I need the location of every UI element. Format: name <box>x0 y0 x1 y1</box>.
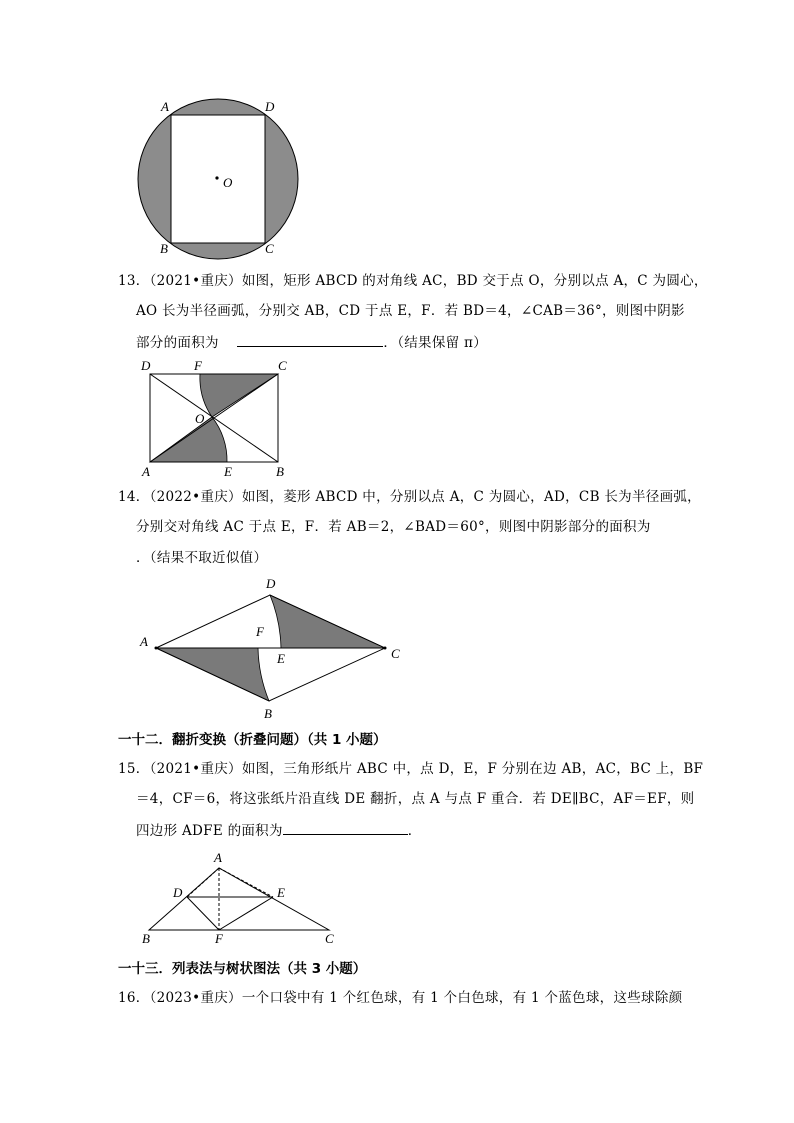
q14-line1: 14．（2022•重庆）如图，菱形 ABCD 中，分别以点 A，C 为圆心，AD，CB 长为半径画弧， <box>118 489 701 505</box>
label-F: F <box>215 931 223 946</box>
label-E: E <box>277 885 285 900</box>
point-A <box>155 647 158 650</box>
q13-line3-text: 部分的面积为 <box>136 335 219 351</box>
figure-rectangle-arcs <box>138 358 298 480</box>
label-E: E <box>277 651 285 666</box>
center-point <box>215 176 218 179</box>
q15-line3-suffix: ． <box>407 823 422 839</box>
label-F: F <box>256 624 264 639</box>
segment-df <box>187 897 219 930</box>
answer-blank[interactable] <box>237 332 383 347</box>
q13-line2: AO 长为半径画弧，分别交 AB，CD 于点 E，F．若 BD＝4，∠CAB＝36°，则图中阴影 <box>136 303 685 319</box>
label-O: O <box>195 411 205 426</box>
label-A: A <box>142 464 150 479</box>
label-A: A <box>140 634 148 649</box>
q15-line3-text: 四边形 ADFE 的面积为 <box>136 823 283 839</box>
label-B: B <box>264 706 272 721</box>
label-C: C <box>391 646 400 661</box>
label-A: A <box>161 99 169 114</box>
shaded-region-top <box>200 374 278 417</box>
q13-line1: 13．（2021•重庆）如图，矩形 ABCD 的对角线 AC，BD 交于点 O，分别以点 A，C 为圆心， <box>118 273 708 289</box>
q13-line3-suffix: ．（结果保留 π） <box>383 335 488 351</box>
label-D: D <box>266 576 276 591</box>
q14-line3: ．（结果不取近似值） <box>136 550 268 566</box>
label-F: F <box>194 358 202 373</box>
label-D: D <box>265 99 275 114</box>
q16-line1: 16．（2023•重庆）一个口袋中有 1 个红色球，有 1 个白色球，有 1 个蓝色球，这些球除颜 <box>118 990 683 1006</box>
q13-line3 <box>136 332 487 352</box>
q15-line1: 15．（2021•重庆）如图，三角形纸片 ABC 中，点 D，E，F 分别在边 AB，AC，BC 上，BF <box>118 761 704 777</box>
label-D: D <box>173 885 183 900</box>
shaded-region-bottom <box>150 417 227 462</box>
q15-line3 <box>136 820 422 840</box>
answer-blank[interactable] <box>283 820 408 835</box>
figure-rhombus-arcs <box>136 574 411 722</box>
label-B: B <box>276 464 284 479</box>
label-C: C <box>278 358 287 373</box>
figure-folded-triangle <box>135 848 350 946</box>
label-E: E <box>224 464 232 479</box>
label-B: B <box>142 931 150 946</box>
point-C <box>384 647 387 650</box>
label-B: B <box>160 241 168 256</box>
figure-circle-rectangle <box>130 95 310 260</box>
segment-ef <box>219 897 273 930</box>
section-header-folding: 一十二．翻折变换（折叠问题）（共 1 小题） <box>118 732 387 748</box>
label-C: C <box>265 241 274 256</box>
dashed-ad <box>187 868 219 897</box>
section-header-probability: 一十三．列表法与树状图法（共 3 小题） <box>118 961 367 977</box>
label-C: C <box>325 931 334 946</box>
q15-line2: ＝4，CF＝6，将这张纸片沿直线 DE 翻折，点 A 与点 F 重合．若 DE∥BC，AF＝EF，则 <box>136 791 695 807</box>
label-O: O <box>223 175 233 190</box>
label-A: A <box>214 850 222 865</box>
q14-line2: 分别交对角线 AC 于点 E，F．若 AB＝2，∠BAD＝60°，则图中阴影部分的面积为 <box>136 519 651 535</box>
label-D: D <box>141 358 151 373</box>
